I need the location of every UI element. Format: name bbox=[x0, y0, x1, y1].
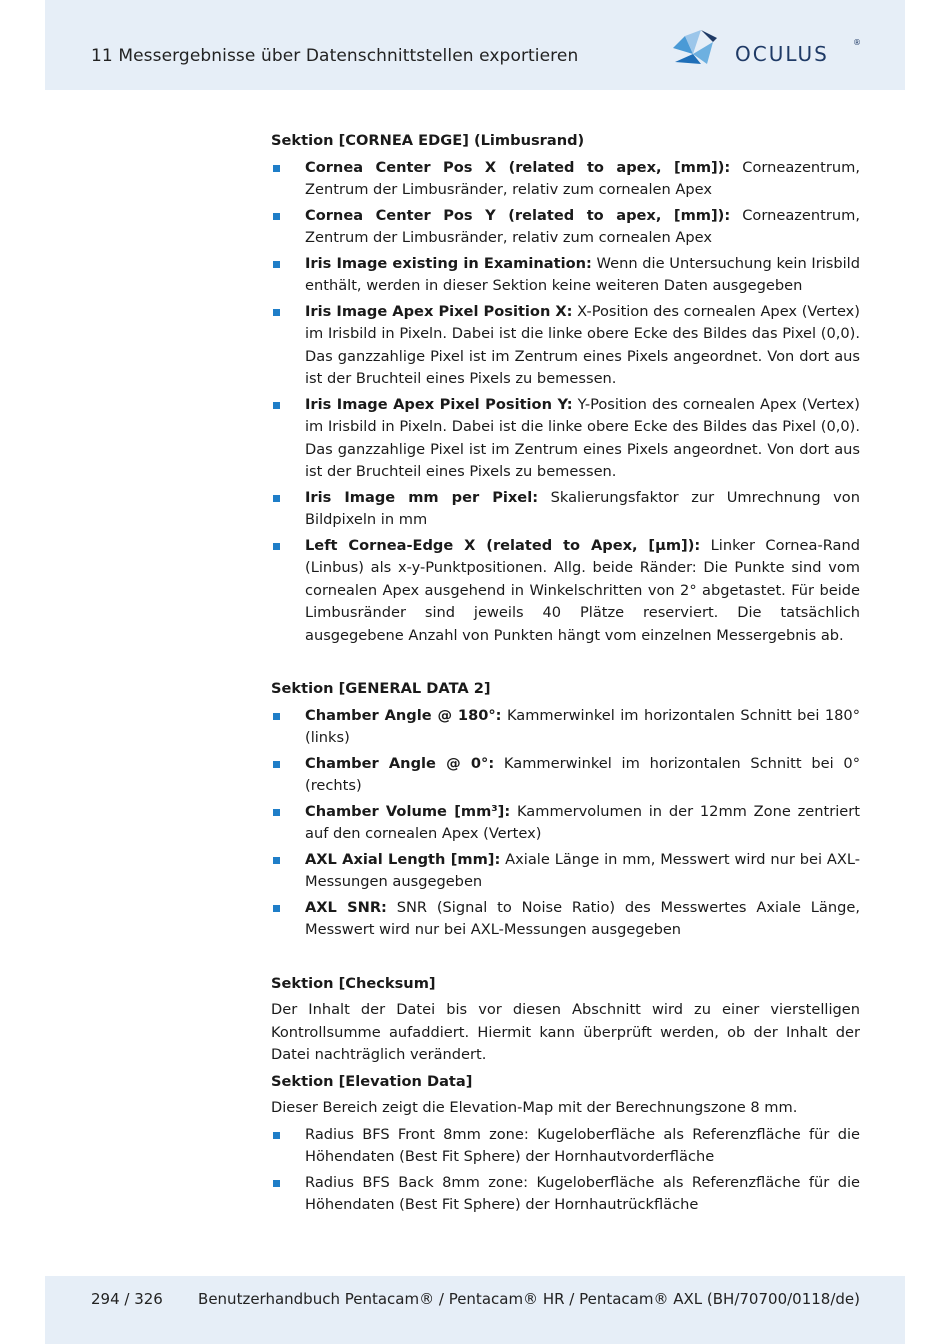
item-term: Iris Image Apex Pixel Position Y: bbox=[305, 395, 573, 413]
section-title-elevation-data: Sektion [Elevation Data] bbox=[271, 1072, 473, 1090]
list-item bbox=[271, 157, 860, 202]
item-term: Iris Image mm per Pixel: bbox=[305, 488, 539, 506]
list-item bbox=[271, 301, 860, 391]
item-text: Linker Cornea-Rand (Linbus) als x-y-Punktpositionen. Allg. beide Ränder: Die Punkte sind vom cornealen Apex ausgehend in Winkelschritten von 2° abgetastet. Für beide Limbusränder sind jeweils 40 Plätze reserviert. Die tatsächlich ausgegebene Anzahl von Punkten hängt vom einzelnen Messergebnis ab. bbox=[305, 536, 860, 644]
item-text: Kammerwinkel im horizontalen Schnitt bei 180° (links) bbox=[305, 706, 860, 746]
list-item bbox=[271, 801, 860, 846]
item-text: Skalierungsfaktor zur Umrechnung von Bildpixeln in mm bbox=[305, 488, 860, 528]
elevation-list bbox=[271, 1124, 860, 1217]
item-term: Iris Image existing in Examination: bbox=[305, 254, 592, 272]
item-text: Y-Position des cornealen Apex (Vertex) im Irisbild in Pixeln. Dabei ist die linke obere Ecke des Bildes das Pixel (0,0). Das ganzzahlige Pixel ist im Zentrum eines Pixels angeordnet. Von dort aus ist der Bruchteil eines Pixels zu bemessen. bbox=[305, 395, 860, 480]
list-item bbox=[271, 487, 860, 532]
oculus-logo bbox=[671, 28, 871, 68]
item-term: Left Cornea-Edge X (related to Apex, [µm]): bbox=[305, 536, 701, 554]
section-title-checksum: Sektion [Checksum] bbox=[271, 974, 436, 992]
manual-title: Benutzerhandbuch Pentacam® / Pentacam® HR / Pentacam® AXL (BH/70700/0118/de) bbox=[198, 1290, 860, 1308]
item-term: Chamber Angle @ 0°: bbox=[305, 754, 495, 772]
item-text: Radius BFS Back 8mm zone: Kugeloberfläche als Referenzfläche für die Höhendaten (Best Fit Sphere) der Hornhautrückfläche bbox=[305, 1173, 860, 1213]
item-text: Wenn die Untersuchung kein Irisbild enthält, werden in dieser Sektion keine weiteren Daten ausgegeben bbox=[305, 254, 860, 294]
item-term: AXL Axial Length [mm]: bbox=[305, 850, 501, 868]
item-text: Corneazentrum, Zentrum der Limbusränder, relativ zum cornealen Apex bbox=[305, 206, 860, 246]
item-term: Cornea Center Pos Y (related to apex, [mm]): bbox=[305, 206, 731, 224]
item-text: Radius BFS Front 8mm zone: Kugeloberfläche als Referenzfläche für die Höhendaten (Best Fit Sphere) der Hornhautvorderfläche bbox=[305, 1125, 860, 1165]
list-item bbox=[271, 253, 860, 298]
list-item bbox=[271, 205, 860, 250]
general-data-list bbox=[271, 705, 860, 942]
list-item bbox=[271, 849, 860, 894]
page-header bbox=[45, 0, 905, 90]
item-term: AXL SNR: bbox=[305, 898, 387, 916]
item-text: Kammerwinkel im horizontalen Schnitt bei 0° (rechts) bbox=[305, 754, 860, 794]
list-item bbox=[271, 897, 860, 942]
item-term: Cornea Center Pos X (related to apex, [mm]): bbox=[305, 158, 731, 176]
list-item bbox=[271, 705, 860, 750]
item-text: SNR (Signal to Noise Ratio) des Messwertes Axiale Länge, Messwert wird nur bei AXL-Messungen ausgegeben bbox=[305, 898, 860, 938]
item-text: Corneazentrum, Zentrum der Limbusränder, relativ zum cornealen Apex bbox=[305, 158, 860, 198]
section-title-general-data: Sektion [GENERAL DATA 2] bbox=[271, 680, 491, 697]
page-content bbox=[271, 130, 860, 1220]
logo-text: OCULUS bbox=[735, 42, 829, 66]
item-term: Chamber Volume [mm³]: bbox=[305, 802, 511, 820]
item-term: Iris Image Apex Pixel Position X: bbox=[305, 302, 573, 320]
item-text: Axiale Länge in mm, Messwert wird nur bei AXL-Messungen ausgegeben bbox=[305, 850, 860, 890]
list-item bbox=[271, 1172, 860, 1217]
item-text: X-Position des cornealen Apex (Vertex) im Irisbild in Pixeln. Dabei ist die linke obere Ecke des Bildes das Pixel (0,0). Das ganzzahlige Pixel ist im Zentrum eines Pixels angeordnet. Von dort aus ist der Bruchteil eines Pixels zu bemessen. bbox=[305, 302, 860, 387]
cornea-edge-list bbox=[271, 157, 860, 648]
list-item bbox=[271, 394, 860, 484]
list-item bbox=[271, 753, 860, 798]
registered-mark: ® bbox=[853, 38, 861, 47]
list-item bbox=[271, 535, 860, 648]
page-footer bbox=[45, 1276, 905, 1344]
list-item bbox=[271, 1124, 860, 1169]
page-number: 294 / 326 bbox=[91, 1290, 163, 1308]
oculus-logo-icon bbox=[671, 28, 735, 68]
chapter-title: 11 Messergebnisse über Datenschnittstellen exportieren bbox=[91, 46, 579, 66]
item-text: Kammervolumen in der 12mm Zone zentriert auf den cornealen Apex (Vertex) bbox=[305, 802, 860, 842]
item-term: Chamber Angle @ 180°: bbox=[305, 706, 502, 724]
elevation-paragraph: Dieser Bereich zeigt die Elevation-Map mit der Berechnungszone 8 mm. bbox=[271, 1099, 798, 1116]
checksum-paragraph: Der Inhalt der Datei bis vor diesen Abschnitt wird zu einer vierstelligen Kontrollsumme aufaddiert. Hiermit kann überprüft werden, ob der Inhalt der Datei nachträglich verändert. bbox=[271, 1001, 860, 1063]
section-title-cornea-edge: Sektion [CORNEA EDGE] (Limbusrand) bbox=[271, 132, 585, 149]
